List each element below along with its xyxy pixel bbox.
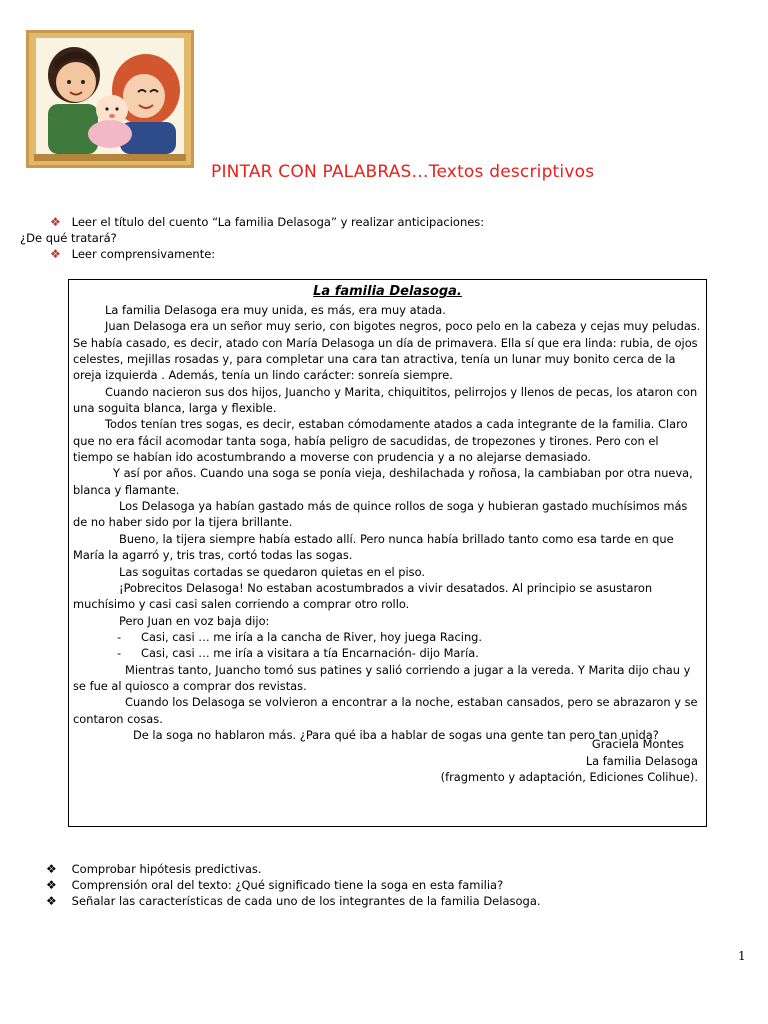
dialogue-text: Casi, casi … me iría a la cancha de River, hoy juega Racing.: [141, 629, 483, 644]
dialogue-line: [73, 629, 702, 645]
question-line: ¿De qué tratará?: [20, 231, 117, 245]
story-title: La familia Delasoga.: [313, 284, 462, 299]
diamond-bullet-icon: ❖: [50, 215, 61, 229]
page-title: PINTAR CON PALABRAS…Textos descriptivos: [211, 162, 595, 182]
story-paragraph: ¡Pobrecitos Delasoga! No estaban acostumbrados a vivir desatados. Al principio se asustaron muchísimo y casi casi salen corriendo a comprar otro rollo.: [73, 580, 653, 612]
diamond-bullet-icon: ❖: [46, 894, 57, 908]
diamond-bullet-icon: ❖: [46, 878, 57, 892]
story-paragraph: Juan Delasoga era un señor muy serio, con bigotes negros, poco pelo en la cabeza y cejas muy peludas. Se había casado, es decir, atado con María Delasoga un día de primavera. Ella sí que era linda: rubia, de ojos celestes, mejillas rosadas y, para completar una cara tan atractiva, tenía un lunar muy bonito cerca de la oreja izquierda . Además, tenía un lindo carácter: sonreía siempre.: [73, 319, 701, 383]
family-illustration: [26, 30, 194, 168]
story-paragraph: Y así por años. Cuando una soga se ponía vieja, deshilachada y roñosa, la cambiaban por otra nueva, blanca y flamante.: [73, 466, 693, 497]
story-text: [73, 302, 702, 743]
activity-item: [46, 861, 262, 877]
diamond-bullet-icon: ❖: [50, 247, 61, 261]
story-paragraph: Cuando los Delasoga se volvieron a encontrar a la noche, estaban cansados, pero se abrazaron y se contaron cosas.: [73, 695, 698, 726]
dialogue-line: [73, 645, 702, 661]
story-box: [68, 279, 707, 827]
story-paragraph: La familia Delasoga era muy unida, es más, era muy atada.: [105, 303, 446, 317]
story-credits: [441, 736, 698, 786]
story-paragraph: Cuando nacieron sus dos hijos, Juancho y Marita, chiquititos, pelirrojos y llenos de pecas, los ataron con una soguita blanca, larga y flexible.: [73, 384, 698, 416]
page-number: 1: [738, 949, 746, 963]
activity-text: Comprensión oral del texto: ¿Qué significado tiene la soga en esta familia?: [71, 878, 504, 892]
family-picture-icon: [26, 30, 194, 168]
credit-source: (fragmento y adaptación, Ediciones Colihue).: [440, 770, 698, 784]
story-paragraph: Mientras tanto, Juancho tomó sus patines y salió corriendo a jugar a la vereda. Y Marita dijo chau y se fue al quiosco a comprar dos revistas.: [73, 662, 691, 693]
diamond-bullet-icon: ❖: [46, 862, 57, 876]
instruction-read-title: [50, 214, 484, 230]
dash-mark: -: [117, 646, 122, 661]
story-paragraph: De la soga no hablaron más. ¿Para qué iba a hablar de sogas una gente tan pero tan unida?: [133, 727, 659, 742]
dialogue-text: Casi, casi … me iría a visitara a tía Encarnación- dijo María.: [141, 646, 479, 661]
instruction-text: Leer comprensivamente:: [71, 247, 216, 261]
story-paragraph: Bueno, la tijera siempre había estado allí. Pero nunca había brillado tanto como esa tarde en que María la agarró y, tris tras, cortó todas las sogas.: [73, 531, 674, 563]
activity-text: Comprobar hipótesis predictivas.: [71, 862, 262, 876]
story-paragraph: Las soguitas cortadas se quedaron quietas en el piso.: [119, 564, 425, 579]
activity-item: [46, 893, 541, 909]
activity-item: [46, 877, 503, 893]
story-paragraph: Todos tenían tres sogas, es decir, estaban cómodamente atados a cada integrante de la familia. Claro que no era fácil acomodar tanta soga, había peligro de sacudidas, de tropezones y tirones. Pero con el tiempo se habían ido acostumbrando a moverse con prudencia y a no alejarse demasiado.: [73, 417, 688, 465]
credit-work: La familia Delasoga: [585, 753, 698, 768]
story-paragraph: Los Delasoga ya habían gastado más de quince rollos de soga y hubieran gastado muchísimos más de no haber sido por la tijera brillante.: [73, 499, 688, 530]
dash-mark: -: [117, 629, 122, 644]
instruction-text: Leer el título del cuento “La familia Delasoga” y realizar anticipaciones:: [71, 215, 485, 229]
credit-author: Graciela Montes: [591, 737, 684, 751]
instruction-read-comprehensively: [50, 246, 215, 262]
activity-text: Señalar las características de cada uno de los integrantes de la familia Delasoga.: [71, 894, 541, 908]
story-paragraph: Pero Juan en voz baja dijo:: [119, 613, 270, 628]
